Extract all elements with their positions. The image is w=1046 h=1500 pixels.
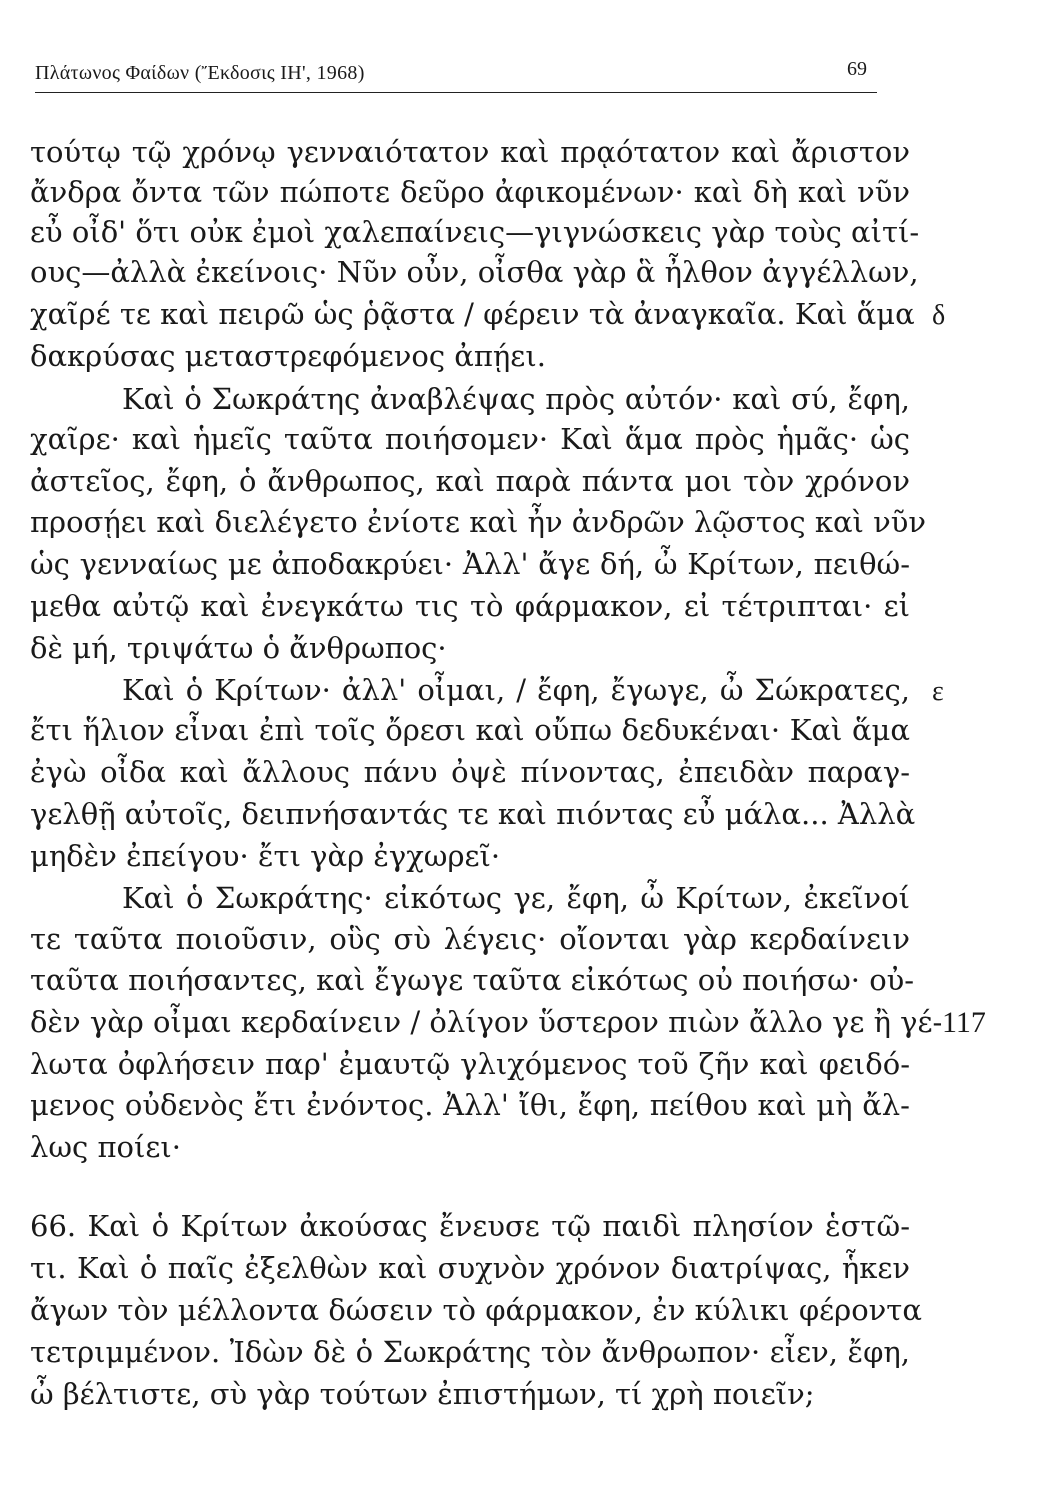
text-line: ἔτι ἥλιον εἶναι ἐπὶ τοῖς ὄρεσι καὶ οὔπω δεδυκέναι· Καὶ ἅμα <box>30 713 910 747</box>
text-line: Καὶ ὁ Σωκράτης ἀναβλέψας πρὸς αὐτόν· καὶ σύ, ἔφη, <box>122 382 910 416</box>
text-line: μηδὲν ἐπείγου· ἔτι γὰρ ἐγχωρεῖ· <box>30 839 501 873</box>
stephanus-page-117: 117 <box>942 1006 986 1039</box>
text-line: Καὶ ὁ Κρίτων· ἀλλ' οἶμαι, / ἔφη, ἔγωγε, ὦ Σώκρατες, <box>122 673 910 707</box>
section-66-line: 66. Καὶ ὁ Κρίτων ἀκούσας ἔνευσε τῷ παιδὶ πλησίον ἑστῶ- <box>30 1209 910 1243</box>
text-line: ὡς γενναίως με ἀποδακρύει· Ἀλλ' ἄγε δή, ὦ Κρίτων, πειθώ- <box>30 547 910 581</box>
text-line: μεθα αὐτῷ καὶ ἐνεγκάτω τις τὸ φάρμακον, εἰ τέτριπται· εἰ <box>30 589 910 623</box>
text-line: ὦ βέλτιστε, σὺ γὰρ τούτων ἐπιστήμων, τί χρὴ ποιεῖν; <box>30 1377 815 1411</box>
text-line: δὲν γὰρ οἶμαι κερδαίνειν / ὀλίγον ὕστερον πιὼν ἄλλο γε ἢ γέ- <box>30 1005 943 1039</box>
margin-marker-delta: δ <box>932 300 946 331</box>
text-line: ἄνδρα ὄντα τῶν πώποτε δεῦρο ἀφικομένων· καὶ δὴ καὶ νῦν <box>30 175 910 209</box>
text-line: τε ταῦτα ποιοῦσιν, οὓς σὺ λέγεις· οἴονται γὰρ κερδαίνειν <box>30 922 910 956</box>
text-line: χαῖρέ τε καὶ πειρῶ ὡς ῥᾷστα / φέρειν τὰ ἀναγκαῖα. Καὶ ἅμα <box>30 297 915 331</box>
text-line: ἐγὼ οἶδα καὶ ἄλλους πάνυ ὀψὲ πίνοντας, ἐπειδὰν παραγ- <box>30 755 910 789</box>
text-line: τι. Καὶ ὁ παῖς ἐξελθὼν καὶ συχνὸν χρόνον διατρίψας, ἧκεν <box>30 1251 910 1285</box>
text-line: ταῦτα ποιήσαντες, καὶ ἔγωγε ταῦτα εἰκότως οὐ ποιήσω· οὐ- <box>30 963 915 997</box>
running-title: Πλάτωνος Φαίδων (Ἔκδοσις ΙΗ', 1968) <box>35 62 365 84</box>
text-line: προσῄει καὶ διελέγετο ἐνίοτε καὶ ἦν ἀνδρῶν λῷστος καὶ νῦν <box>30 505 926 539</box>
text-line: γελθῇ αὐτοῖς, δειπνήσαντάς τε καὶ πιόντας εὖ μάλα... Ἀλλὰ <box>30 797 916 831</box>
running-header <box>35 58 877 93</box>
text-line: τούτῳ τῷ χρόνῳ γενναιότατον καὶ πρᾳότατον καὶ ἄριστον <box>30 135 910 169</box>
text-line: ἀστεῖος, ἔφη, ὁ ἄνθρωπος, καὶ παρὰ πάντα μοι τὸν χρόνον <box>30 464 910 498</box>
text-line: λως ποίει· <box>30 1130 181 1164</box>
text-line: ους—ἀλλὰ ἐκείνοις· Νῦν οὖν, οἶσθα γὰρ ἃ ἦλθον ἀγγέλλων, <box>30 255 919 289</box>
text-line: τετριμμένον. Ἰδὼν δὲ ὁ Σωκράτης τὸν ἄνθρωπον· εἶεν, ἔφη, <box>30 1335 910 1369</box>
text-line: δὲ μή, τριψάτω ὁ ἄνθρωπος· <box>30 631 447 665</box>
text-line: ἄγων τὸν μέλλοντα δώσειν τὸ φάρμακον, ἐν κύλικι φέροντα <box>30 1293 922 1327</box>
text-line: Καὶ ὁ Σωκράτης· εἰκότως γε, ἔφη, ὦ Κρίτων, ἐκεῖνοί <box>122 881 910 915</box>
text-line: χαῖρε· καὶ ἡμεῖς ταῦτα ποιήσομεν· Καὶ ἅμα πρὸς ἡμᾶς· ὡς <box>30 422 910 456</box>
text-line: μενος οὐδενὸς ἔτι ἐνόντος. Ἀλλ' ἴθι, ἔφη, πείθου καὶ μὴ ἄλ- <box>30 1088 910 1122</box>
page-number: 69 <box>847 58 867 80</box>
text-line: δακρύσας μεταστρεφόμενος ἀπῄει. <box>30 339 546 373</box>
text-line: εὖ οἶδ' ὅτι οὐκ ἐμοὶ χαλεπαίνεις—γιγνώσκεις γὰρ τοὺς αἰτί- <box>30 215 920 249</box>
margin-marker-epsilon: ε <box>932 676 944 707</box>
text-line: λωτα ὀφλήσειν παρ' ἐμαυτῷ γλιχόμενος τοῦ ζῆν καὶ φειδό- <box>30 1047 910 1081</box>
